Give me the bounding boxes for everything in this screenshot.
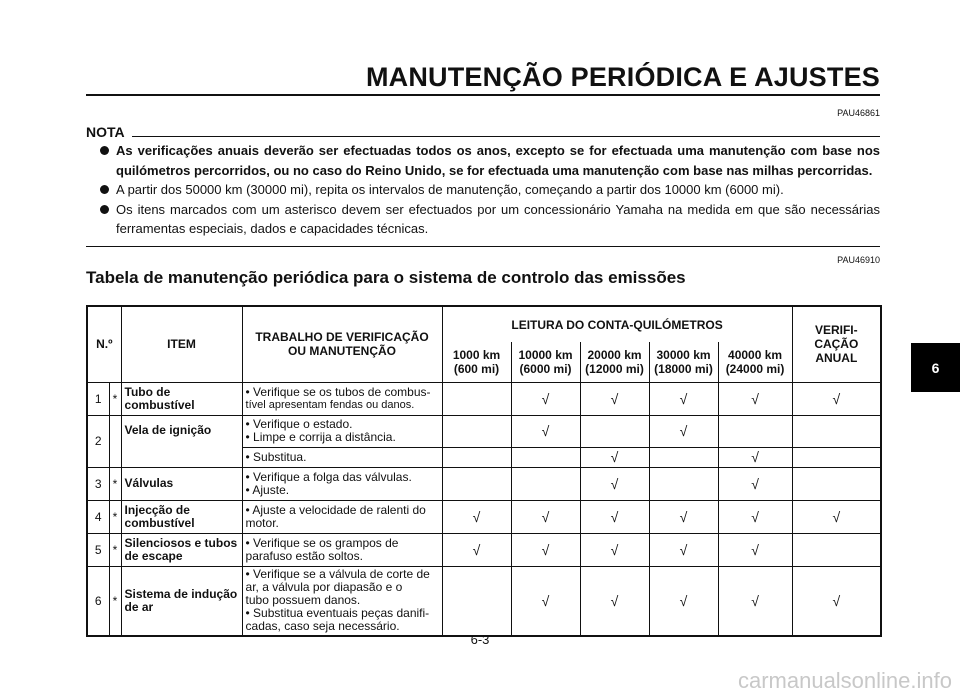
page-number: 6-3 <box>470 632 490 647</box>
table-row: 5 * Silenciosos e tubos de escape • Verifique se os grampos de parafuso estão soltos. √ √ √ √ √ <box>87 533 881 566</box>
header-work: TRABALHO DE VERIFICAÇÃO OU MANUTENÇÃO <box>242 306 442 382</box>
note-rule <box>132 136 880 137</box>
header-annual: VERIFI-CAÇÃO ANUAL <box>792 306 881 382</box>
table-row: 2 Vela de ignição • Verifique o estado. • Limpe e corrija a distância. √ √ <box>87 415 881 447</box>
table-row: • Substitua. √ √ <box>87 447 881 467</box>
table-row: 1 * Tubo de combustível • Verifique se os tubos de combus- tível apresentam fendas ou danos. √ √ √ √ √ <box>87 382 881 415</box>
header-col-3: 20000 km (12000 mi) <box>580 342 649 382</box>
note-item: Os itens marcados com um asterisco devem ser efectuados por um concessionário Yamaha na medida em que são necessárias ferramentas especiais, dados e capacidades técnicas. <box>100 200 880 239</box>
note-label: NOTA <box>86 124 125 140</box>
note-code: PAU46861 <box>837 108 880 118</box>
header-reading: LEITURA DO CONTA-QUILÓMETROS <box>442 306 792 342</box>
table-row: 3 * Válvulas • Verifique a folga das válvulas. • Ajuste. √ √ <box>87 467 881 500</box>
note-item: As verificações anuais deverão ser efectuadas todos os anos, excepto se for efectuada uma manutenção com base nos quilómetros percorridos, ou no caso do Reino Unido, se for efectuada uma manutenção com base nas milhas percorridas. <box>100 141 880 180</box>
table-row: 4 * Injecção de combustível • Ajuste a velocidade de ralenti do motor. √ √ √ √ √ √ <box>87 500 881 533</box>
page-title: MANUTENÇÃO PERIÓDICA E AJUSTES <box>365 62 880 92</box>
title-rule <box>86 94 880 96</box>
header-col-4: 30000 km (18000 mi) <box>649 342 718 382</box>
chapter-tab: 6 <box>911 343 960 392</box>
table-row: 6 * Sistema de indução de ar • Verifique se a válvula de corte de ar, a válvula por diapasão e o tubo possuem danos. • Substitua eventuais peças danifi- cadas, caso seja necessário. √ √ √ √ √ <box>87 566 881 636</box>
header-col-5: 40000 km (24000 mi) <box>718 342 792 382</box>
section-title: Tabela de manutenção periódica para o sistema de controlo das emissões <box>86 268 686 287</box>
maintenance-table <box>86 305 882 637</box>
header-item: ITEM <box>121 306 242 382</box>
note-item: A partir dos 50000 km (30000 mi), repita os intervalos de manutenção, começando a partir dos 10000 km (6000 mi). <box>100 180 880 200</box>
watermark: carmanualsonline.info <box>737 668 952 693</box>
header-num: N.º <box>87 306 121 382</box>
header-col-2: 10000 km (6000 mi) <box>511 342 580 382</box>
note-list <box>100 141 880 239</box>
section-code: PAU46910 <box>837 255 880 265</box>
header-col-1: 1000 km (600 mi) <box>442 342 511 382</box>
note-end-rule <box>86 246 880 247</box>
